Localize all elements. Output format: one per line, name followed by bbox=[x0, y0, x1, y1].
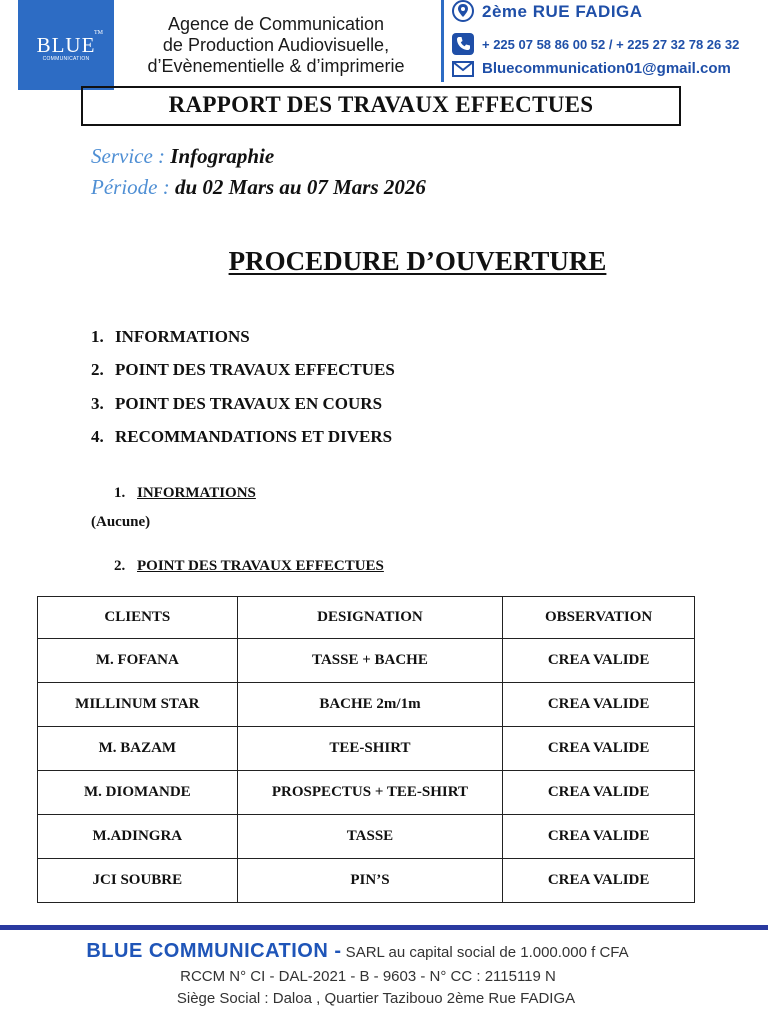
toc-item-label: RECOMMANDATIONS ET DIVERS bbox=[115, 427, 393, 446]
footer-capital: SARL au capital social de 1.000.000 f CFA bbox=[341, 944, 629, 961]
section-number: 2. bbox=[114, 558, 126, 574]
period-value: du 02 Mars au 07 Mars 2026 bbox=[174, 175, 426, 199]
toc-item-number: 3. bbox=[91, 394, 104, 413]
service-line bbox=[91, 144, 274, 169]
footer-rule bbox=[0, 925, 768, 930]
company-logo bbox=[18, 0, 114, 90]
agency-line: de Production Audiovisuelle, bbox=[162, 35, 390, 55]
cell-observation: CREA VALIDE bbox=[503, 771, 695, 815]
service-value: Infographie bbox=[170, 144, 275, 168]
report-title: RAPPORT DES TRAVAUX EFFECTUES bbox=[168, 92, 594, 117]
cell-client: M. FOFANA bbox=[38, 639, 238, 683]
cell-observation: CREA VALIDE bbox=[503, 815, 695, 859]
cell-designation: TASSE + BACHE bbox=[237, 639, 503, 683]
cell-client: M. BAZAM bbox=[38, 727, 238, 771]
header-divider bbox=[441, 0, 444, 82]
service-label: Service : bbox=[91, 144, 166, 168]
footer-brand: BLUE COMMUNICATION - bbox=[86, 940, 342, 962]
address-text: 2ème RUE FADIGA bbox=[482, 2, 643, 21]
toc-item-number: 4. bbox=[91, 427, 104, 446]
toc-item-label: INFORMATIONS bbox=[115, 327, 250, 346]
agency-description bbox=[126, 14, 426, 77]
table-row bbox=[38, 727, 695, 771]
toc-item bbox=[91, 360, 395, 380]
phone-icon bbox=[452, 33, 474, 55]
location-pin-icon bbox=[452, 0, 474, 24]
section-label: POINT DES TRAVAUX EFFECTUES bbox=[137, 558, 384, 574]
period-line bbox=[91, 175, 426, 200]
cell-client: M.ADINGRA bbox=[38, 815, 238, 859]
table-row bbox=[38, 815, 695, 859]
column-header-designation: DESIGNATION bbox=[237, 597, 503, 639]
cell-designation: PROSPECTUS + TEE-SHIRT bbox=[237, 771, 503, 815]
informations-content: (Aucune) bbox=[91, 514, 151, 530]
cell-client: MILLINUM STAR bbox=[38, 683, 238, 727]
contact-email bbox=[452, 60, 731, 77]
period-label: Période : bbox=[91, 175, 170, 199]
section-number: 1. bbox=[114, 485, 126, 501]
cell-observation: CREA VALIDE bbox=[503, 859, 695, 903]
toc-item bbox=[91, 394, 382, 414]
cell-designation: PIN’S bbox=[237, 859, 503, 903]
logo-subtitle: COMMUNICATION bbox=[42, 56, 90, 62]
logo-trademark: TM bbox=[94, 30, 103, 36]
column-header-clients: CLIENTS bbox=[38, 597, 238, 639]
email-text: Bluecommunication01@gmail.com bbox=[482, 60, 731, 77]
cell-client: JCI SOUBRE bbox=[38, 859, 238, 903]
report-title-box bbox=[81, 86, 681, 126]
footer-company-line bbox=[0, 940, 715, 963]
procedure-title: PROCEDURE D’OUVERTURE bbox=[228, 246, 607, 276]
footer-rccm: RCCM N° CI - DAL-2021 - B - 9603 - N° CC : 2115119 N bbox=[180, 968, 556, 985]
cell-designation: TEE-SHIRT bbox=[237, 727, 503, 771]
cell-designation: TASSE bbox=[237, 815, 503, 859]
footer-headquarters: Siège Social : Daloa , Quartier Tazibouo 2ème Rue FADIGA bbox=[176, 990, 576, 1007]
table-row bbox=[38, 683, 695, 727]
table-row bbox=[38, 771, 695, 815]
logo-wordmark: BLUE bbox=[36, 33, 96, 57]
toc-item-number: 1. bbox=[91, 327, 104, 346]
contact-address bbox=[452, 0, 643, 24]
cell-observation: CREA VALIDE bbox=[503, 727, 695, 771]
agency-line: Agence de Communication bbox=[167, 14, 385, 34]
agency-line: d’Evènementielle & d’imprimerie bbox=[147, 56, 405, 76]
toc-item bbox=[91, 427, 392, 447]
cell-designation: BACHE 2m/1m bbox=[237, 683, 503, 727]
table-row bbox=[38, 639, 695, 683]
table-row bbox=[38, 859, 695, 903]
cell-observation: CREA VALIDE bbox=[503, 639, 695, 683]
works-table bbox=[37, 596, 695, 903]
section-heading-informations bbox=[114, 485, 256, 502]
section-label: INFORMATIONS bbox=[137, 485, 256, 501]
phone-text: + 225 07 58 86 00 52 / + 225 27 32 78 26 32 bbox=[482, 36, 740, 52]
toc-item-label: POINT DES TRAVAUX EFFECTUES bbox=[115, 360, 395, 379]
envelope-icon bbox=[452, 61, 474, 77]
table-header-row bbox=[38, 597, 695, 639]
contact-phone bbox=[452, 33, 739, 55]
cell-observation: CREA VALIDE bbox=[503, 683, 695, 727]
toc-item-number: 2. bbox=[91, 360, 104, 379]
toc-item-label: POINT DES TRAVAUX EN COURS bbox=[115, 394, 383, 413]
cell-client: M. DIOMANDE bbox=[38, 771, 238, 815]
toc-item bbox=[91, 327, 250, 347]
column-header-observation: OBSERVATION bbox=[503, 597, 695, 639]
section-heading-travaux bbox=[114, 558, 384, 575]
